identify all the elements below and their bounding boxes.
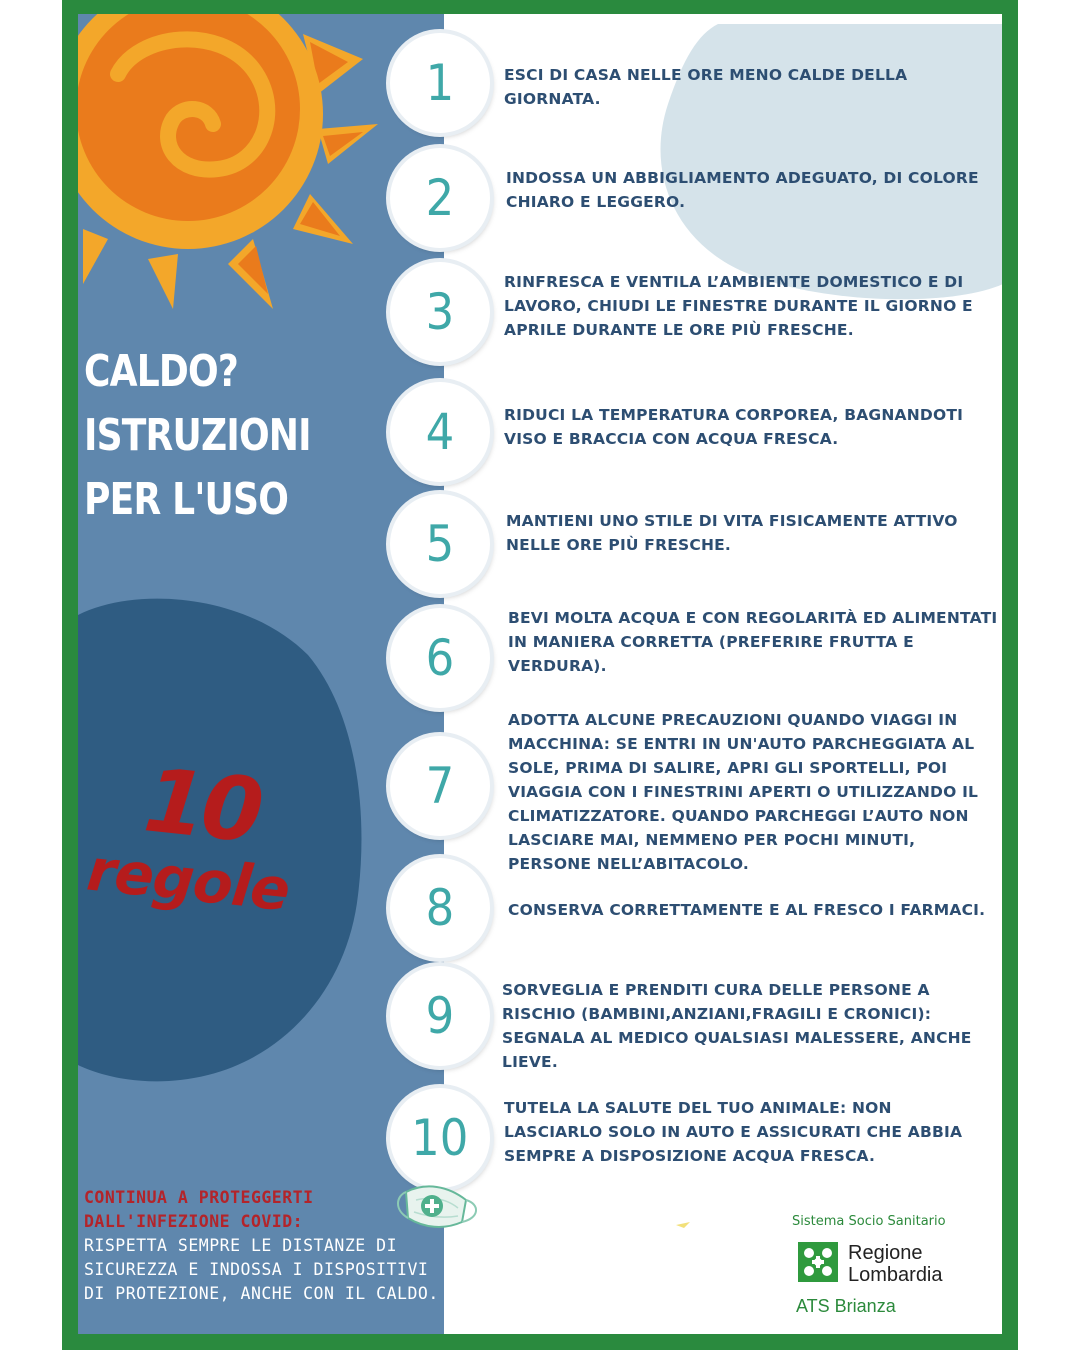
rule-number: 10 (411, 1109, 469, 1167)
rule-number-circle (390, 148, 490, 248)
badge-number: 10 (139, 748, 265, 863)
logo-region-name (848, 1242, 943, 1286)
lombardia-cross-icon (798, 1242, 838, 1282)
rule-text: INDOSSA UN ABBIGLIAMENTO ADEGUATO, DI COLORE CHIARO E LEGGERO. (506, 169, 979, 211)
rule-number-circle (390, 608, 490, 708)
rule-text: TUTELA LA SALUTE DEL TUO ANIMALE: NON LASCIARLO SOLO IN AUTO E ASSICURATI CHE ABBIA SEMPRE A DISPOSIZIONE ACQUA FRESCA. (504, 1099, 963, 1165)
rule-text: BEVI MOLTA ACQUA E CON REGOLARITÀ ED ALIMENTATI IN MANIERA CORRETTA (PREFERIRE FRUTTA E VERDURA). (508, 609, 998, 675)
page-title (84, 340, 311, 532)
title-line-3: PER L'USO (84, 474, 289, 525)
badge-word: regole (83, 835, 293, 925)
rule-number: 6 (425, 629, 455, 687)
rule-number-circle (390, 494, 490, 594)
rule-text: ESCI DI CASA NELLE ORE MENO CALDE DELLA GIORNATA. (504, 66, 908, 108)
regione-lombardia-logo (792, 1214, 972, 1326)
covid-body: RISPETTA SEMPRE LE DISTANZE DI SICUREZZA E INDOSSA I DISPOSITIVI DI PROTEZIONE, ANCHE CON IL CALDO. (84, 1236, 439, 1303)
rule-item (390, 33, 1000, 133)
logo-region-line-2: Lombardia (848, 1264, 943, 1286)
rule-item (390, 858, 1000, 958)
covid-notice (84, 1186, 444, 1306)
rule-item (390, 262, 1000, 362)
rule-number: 7 (425, 757, 455, 815)
rule-number-circle (390, 262, 490, 362)
rule-text: MANTIENI UNO STILE DI VITA FISICAMENTE ATTIVO NELLE ORE PIÙ FRESCHE. (506, 512, 958, 554)
rule-text: RINFRESCA E VENTILA L’AMBIENTE DOMESTICO E DI LAVORO, CHIUDI LE FINESTRE DURANTE IL GIORNO E APRILE DURANTE LE ORE PIÙ FRESCHE. (504, 273, 973, 339)
rule-number: 5 (425, 515, 455, 573)
rule-item (390, 148, 1000, 248)
title-line-1: CALDO? (84, 346, 239, 397)
logo-region-line-1: Regione (848, 1242, 923, 1264)
rule-number: 8 (425, 879, 455, 937)
rule-number-circle (390, 736, 490, 836)
rule-text: SORVEGLIA E PRENDITI CURA DELLE PERSONE A RISCHIO (BAMBINI,ANZIANI,FRAGILI E CRONICI): SEGNALA AL MEDICO QUALSIASI MALESSERE, ANCHE LIEVE. (502, 981, 972, 1071)
rule-number-circle (390, 1088, 490, 1188)
rule-text: ADOTTA ALCUNE PRECAUZIONI QUANDO VIAGGI IN MACCHINA: SE ENTRI IN UN'AUTO PARCHEGGIATA AL SOLE, PRIMA DI SALIRE, APRI GLI SPORTELLI, POI VIAGGIA CON I FINESTRINI APERTI O UTILIZZANDO IL CLIMATIZZATORE. QUANDO PARCHEGGI L’AUTO NON LASCIARE MAI, NEMMENO PER POCHI MINUTI, PERSONE NELL’ABITACOLO. (508, 711, 979, 873)
rule-number: 3 (425, 283, 455, 341)
rule-item (390, 494, 1000, 594)
rule-number-circle (390, 858, 490, 958)
border-left (62, 0, 78, 1350)
border-top (62, 0, 1018, 14)
spark-decoration (676, 1222, 690, 1228)
rule-number: 1 (425, 54, 455, 112)
rule-number-circle (390, 382, 490, 482)
logo-ats-label: ATS Brianza (796, 1296, 896, 1316)
rule-text: CONSERVA CORRETTAMENTE E AL FRESCO I FARMACI. (508, 901, 986, 919)
logo-system-label: Sistema Socio Sanitario (792, 1214, 946, 1229)
border-right (1002, 0, 1018, 1350)
border-bottom (62, 1334, 1018, 1350)
rule-number: 9 (425, 987, 455, 1045)
rule-number: 2 (425, 169, 455, 227)
title-line-2: ISTRUZIONI (84, 410, 311, 461)
rule-item (390, 382, 1000, 482)
covid-heading: CONTINUA A PROTEGGERTI DALL'INFEZIONE COVID: (84, 1188, 314, 1231)
rule-number: 4 (425, 403, 455, 461)
rule-item (390, 966, 1000, 1071)
ten-rules-badge (83, 748, 301, 925)
mask-icon (392, 1178, 482, 1238)
rule-text: RIDUCI LA TEMPERATURA CORPOREA, BAGNANDOTI VISO E BRACCIA CON ACQUA FRESCA. (504, 406, 964, 448)
sun-icon (78, 14, 378, 314)
rule-item (390, 1088, 1000, 1188)
rule-item (390, 608, 1000, 708)
rule-number-circle (390, 33, 490, 133)
rule-number-circle (390, 966, 490, 1066)
